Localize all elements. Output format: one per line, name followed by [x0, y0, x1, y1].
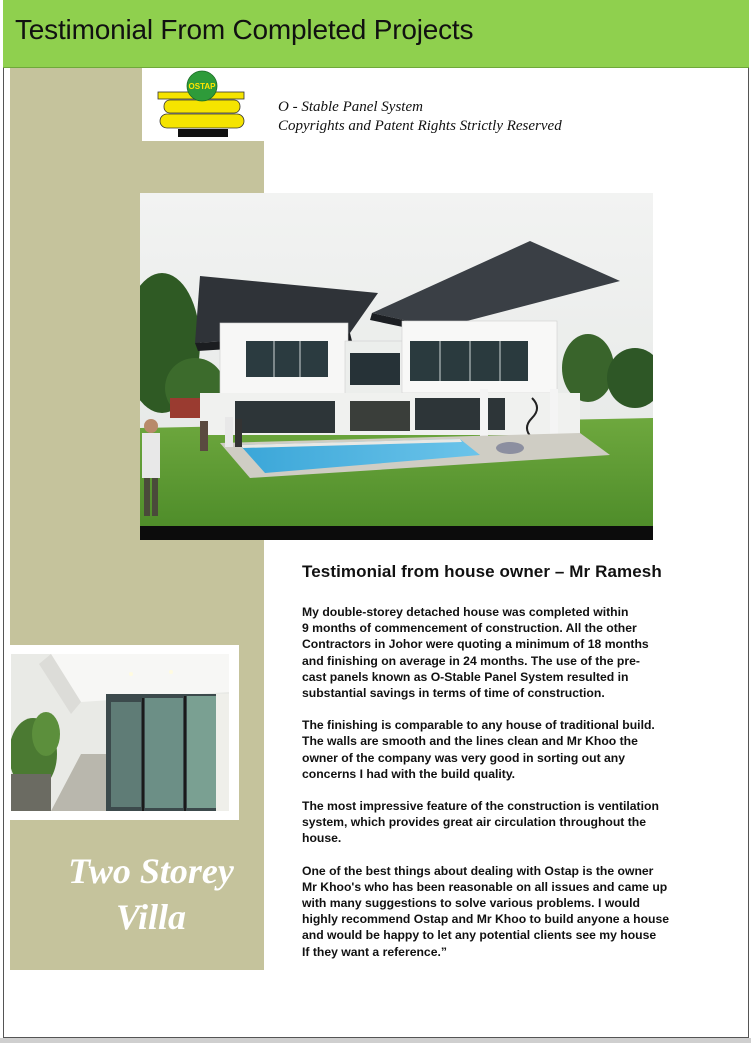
villa-photo-image: [140, 193, 653, 540]
testimonial-paragraph-4: One of the best things about dealing with Ostap is the owner Mr Khoo's who has been reasonable on all issues and came up with many suggestions to solve various problems. I would highly recommend Ostap and Mr Khoo to build anyone a house and would be happy to let any potential clients see my house If they want a reference.”: [302, 863, 670, 959]
testimonial-paragraph-1: My double-storey detached house was completed within 9 months of commencement of construction. All the other Contractors in Johor were quoting a minimum of 18 months and finishing on average in 24 months. The use of the pre- cast panels known as O-Stable Panel System resulted in substantial savings in terms of time of construction.: [302, 605, 649, 701]
brand-name: O - Stable Panel System: [278, 99, 423, 115]
corridor-photo-image: [11, 654, 229, 811]
page-bottom-edge: [0, 1038, 751, 1043]
villa-title: [10, 848, 292, 940]
villa-title-line1: Two Storey: [68, 851, 234, 891]
testimonial-paragraph-3: The most impressive feature of the construction is ventilation system, which provides great air circulation throughout the house.: [302, 799, 659, 846]
testimonial-heading: Testimonial from house owner – Mr Ramesh: [302, 562, 662, 581]
logo-text: OSTAP: [188, 82, 216, 91]
villa-title-line2: Villa: [115, 897, 187, 937]
brand-block: [278, 98, 562, 136]
brand-copyright: Copyrights and Patent Rights Strictly Reserved: [278, 118, 562, 134]
testimonial-section: [302, 562, 722, 976]
testimonial-paragraph-2: The finishing is comparable to any house of traditional build. The walls are smooth and the lines clean and Mr Khoo the owner of the company was very good in sorting out any concerns I had with the build quality.: [302, 718, 655, 781]
corridor-photo: [10, 645, 239, 820]
page-title: Testimonial From Completed Projects: [15, 14, 474, 45]
header-bar: [3, 0, 749, 68]
ostap-logo-icon: [156, 70, 250, 140]
villa-main-photo: [140, 193, 653, 540]
ostap-logo: [142, 68, 264, 141]
